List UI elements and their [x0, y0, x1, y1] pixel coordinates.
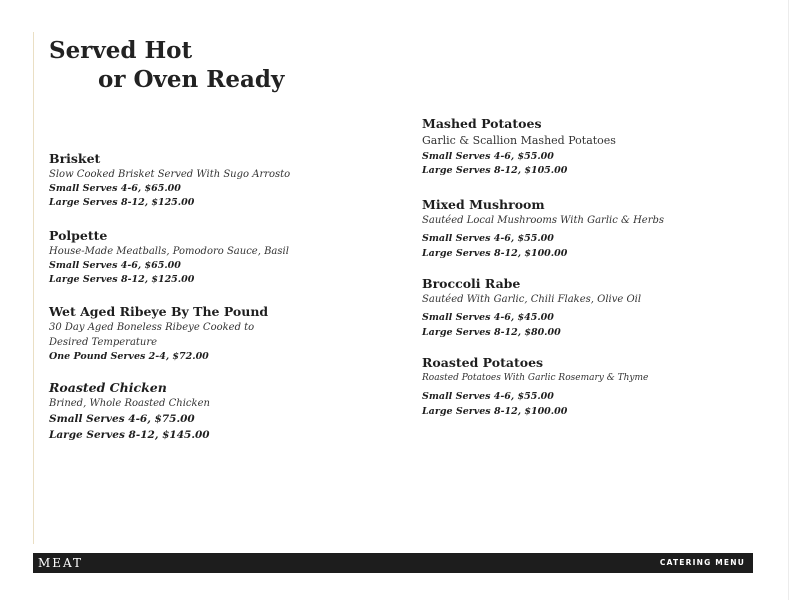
item-description: 30 Day Aged Boneless Ribeye Cooked to Desired Temperature — [49, 322, 255, 348]
item-price-large: Large Serves 8-12, $145.00 — [49, 429, 210, 441]
item-price-small: Small Serves 4-6, $45.00 — [422, 312, 554, 323]
item-price-large: Large Serves 8-12, $100.00 — [422, 248, 568, 259]
left-margin-rule — [33, 32, 34, 544]
item-price-large: Large Serves 8-12, $125.00 — [49, 274, 195, 285]
item-description: House-Made Meatballs, Pomodoro Sauce, Basil — [49, 246, 289, 257]
item-price-small: Small Serves 4-6, $55.00 — [422, 391, 554, 402]
item-name: Wet Aged Ribeye By The Pound — [49, 304, 269, 319]
item-description: Sautéed With Garlic, Chili Flakes, Olive Oil — [422, 294, 642, 305]
menu-item-brisket — [49, 151, 389, 210]
footer-bar — [33, 553, 753, 573]
item-name: Polpette — [49, 228, 108, 243]
item-description: Brined, Whole Roasted Chicken — [49, 398, 210, 409]
menu-item-mashed-potatoes — [422, 116, 752, 178]
item-price-small: Small Serves 4-6, $65.00 — [49, 183, 181, 194]
item-price-small: Small Serves 4-6, $75.00 — [49, 413, 195, 425]
item-name: Mixed Mushroom — [422, 197, 545, 212]
brand-logo-text: MEAT — [38, 556, 84, 570]
item-price-small: Small Serves 4-6, $55.00 — [422, 151, 554, 162]
menu-item-roasted-potatoes — [422, 355, 752, 419]
catering-menu-label: CATERING MENU — [659, 558, 745, 567]
item-name: Brisket — [49, 151, 101, 166]
item-price-large: Large Serves 8-12, $105.00 — [422, 165, 568, 176]
item-price-pound: One Pound Serves 2-4, $72.00 — [49, 351, 209, 362]
menu-item-polpette — [49, 228, 389, 287]
menu-item-roasted-chicken — [49, 380, 389, 443]
item-description: Slow Cooked Brisket Served With Sugo Arrosto — [49, 169, 291, 180]
item-price-large: Large Serves 8-12, $80.00 — [422, 327, 561, 338]
item-price-small: Small Serves 4-6, $55.00 — [422, 233, 554, 244]
title-line-2: or Oven Ready — [98, 66, 285, 93]
menu-item-ribeye — [49, 304, 389, 364]
page-title — [49, 36, 284, 94]
item-description: Garlic & Scallion Mashed Potatoes — [422, 134, 616, 147]
menu-item-mixed-mushroom — [422, 197, 752, 261]
right-edge-rule — [788, 0, 789, 600]
item-description: Sautéed Local Mushrooms With Garlic & Herbs — [422, 215, 665, 226]
item-price-large: Large Serves 8-12, $100.00 — [422, 406, 568, 417]
item-name: Mashed Potatoes — [422, 116, 542, 131]
item-name: Broccoli Rabe — [422, 276, 521, 291]
item-name: Roasted Potatoes — [422, 355, 544, 370]
item-price-small: Small Serves 4-6, $65.00 — [49, 260, 181, 271]
item-description: Roasted Potatoes With Garlic Rosemary & Thyme — [422, 373, 649, 383]
title-line-1: Served Hot — [49, 37, 193, 64]
menu-item-broccoli-rabe — [422, 276, 752, 340]
item-name: Roasted Chicken — [49, 380, 167, 395]
item-price-large: Large Serves 8-12, $125.00 — [49, 197, 195, 208]
